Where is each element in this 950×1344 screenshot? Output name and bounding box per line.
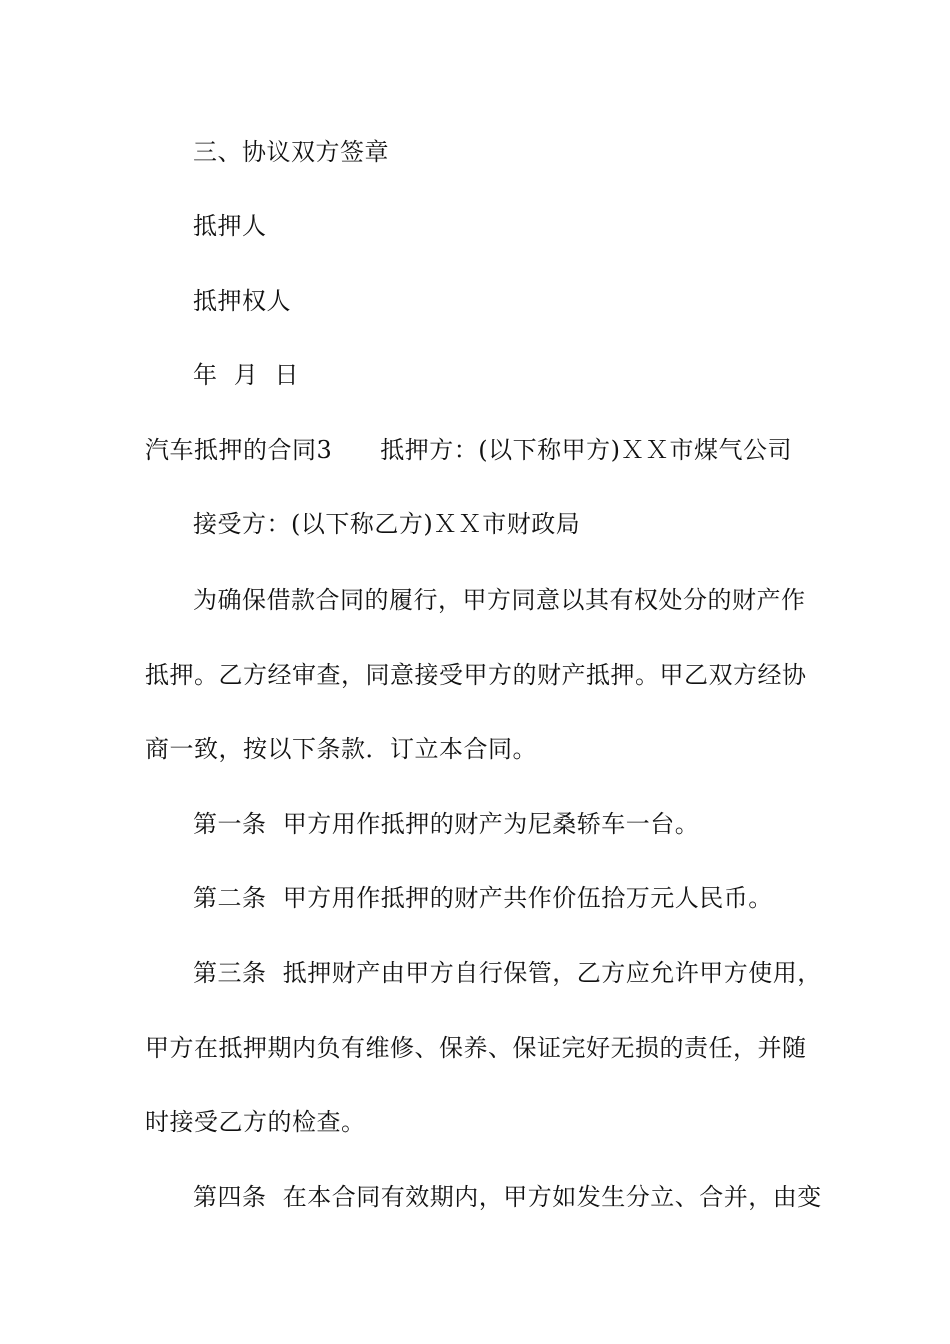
contract-title: 汽车抵押的合同3 bbox=[145, 436, 333, 464]
preamble-line-1: 为确保借款合同的履行，甲方同意以其有权处分的财产作 bbox=[193, 586, 806, 614]
article-3-line-1: 第三条 抵押财产由甲方自行保管，乙方应允许甲方使用， bbox=[193, 959, 822, 987]
date-label: 年 月 日 bbox=[193, 361, 300, 389]
preamble-line-2: 抵押。乙方经审查，同意接受甲方的财产抵押。甲乙双方经协 bbox=[145, 661, 807, 689]
party-b: 接受方：(以下称乙方)ＸＸ市财政局 bbox=[193, 510, 581, 538]
article-4-line-1: 第四条 在本合同有效期内，甲方如发生分立、合并，由变 bbox=[193, 1183, 822, 1211]
article-3-line-3: 时接受乙方的检查。 bbox=[145, 1108, 366, 1136]
article-2: 第二条 甲方用作抵押的财产共作价伍拾万元人民币。 bbox=[193, 884, 773, 912]
mortgagor-label: 抵押人 bbox=[193, 212, 267, 240]
contract-title-line bbox=[145, 434, 825, 466]
article-1: 第一条 甲方用作抵押的财产为尼桑轿车一台。 bbox=[193, 810, 700, 838]
mortgagee-label: 抵押权人 bbox=[193, 287, 291, 315]
section-heading-signatures: 三、协议双方签章 bbox=[193, 138, 389, 166]
article-3-line-2: 甲方在抵押期内负有维修、保养、保证完好无损的责任，并随 bbox=[145, 1034, 807, 1062]
preamble-line-3: 商一致，按以下条款．订立本合同。 bbox=[145, 735, 537, 763]
party-a: 抵押方：(以下称甲方)ＸＸ市煤气公司 bbox=[380, 436, 793, 464]
